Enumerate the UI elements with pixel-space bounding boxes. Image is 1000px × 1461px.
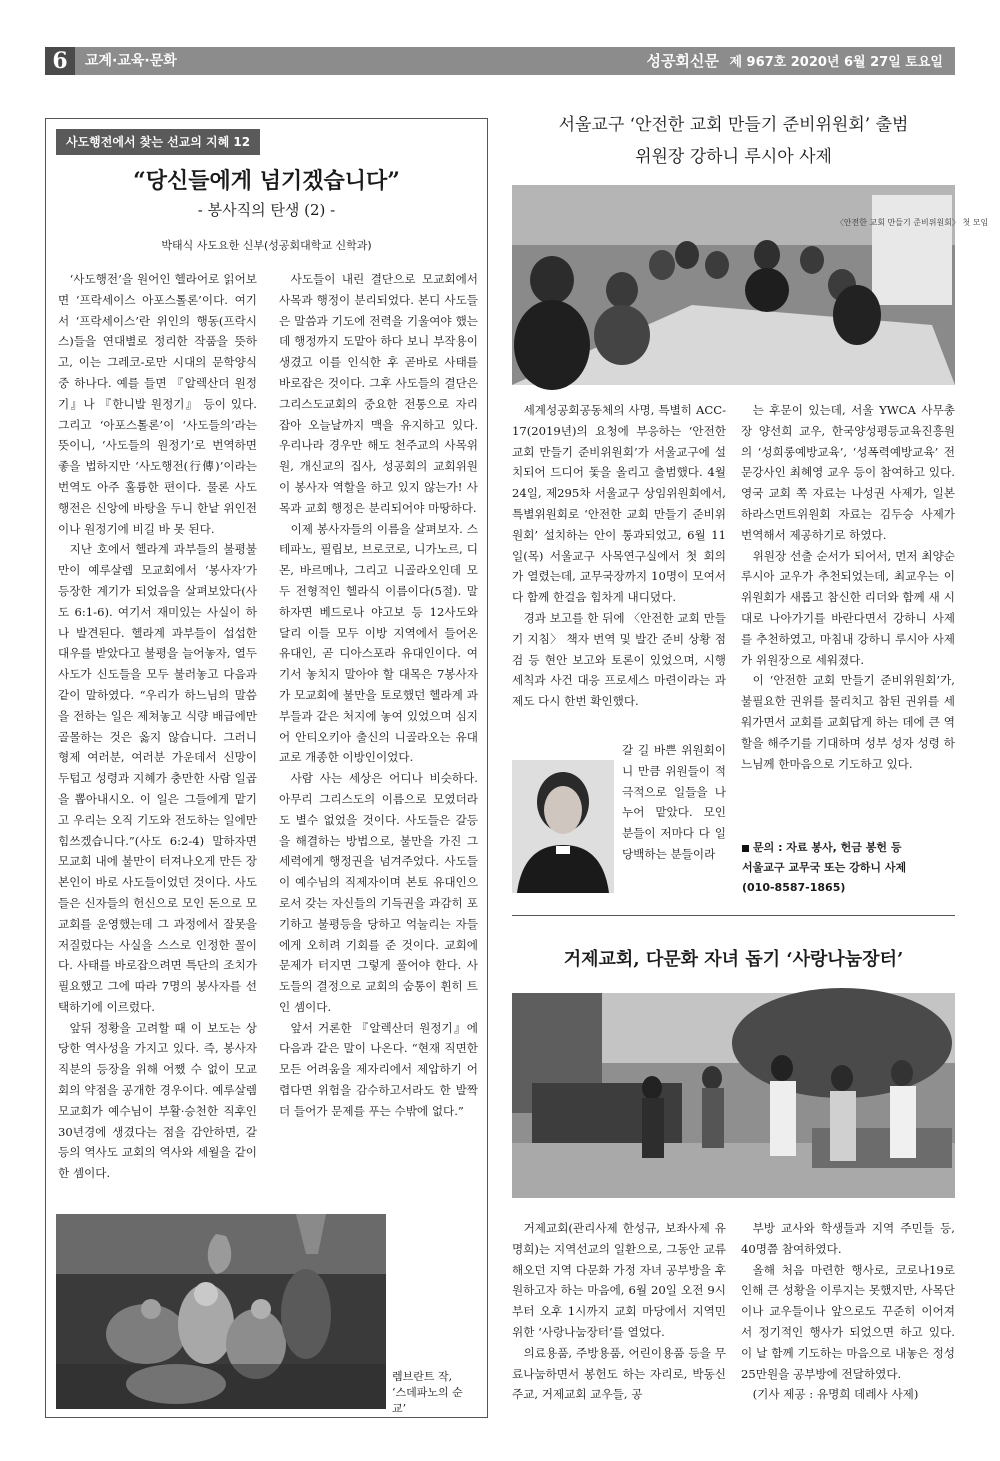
photo-sign: 〈안전한 교회 만들기 준비위원회〉 첫 모임 (835, 218, 989, 227)
paragraph: 경과 보고를 한 뒤에 〈안전한 교회 만들기 지침〉 책자 번역 및 발간 준비 상황 점검 등 현안 보고와 토론이 있었으며, 시행세칙과 사건 대응 프로세스 마련이라는 과제도 다시 한번 확인했다. (512, 610, 726, 709)
paragraph: 거제교회(관리사제 한성규, 보좌사제 유명희)는 지역선교의 일환으로, 그동안 교류해오던 지역 다문화 가정 자녀 공부방을 후원하고자 하는 마음에, 6월 20일 오전 9시부터 오후 1시까지 교회 마당에서 지역민 위한 ‘사랑나눔장터’를 열었다. (512, 1221, 726, 1339)
committee-meeting-photo (512, 185, 989, 385)
caption-line: ‘스데파노의 순교’ (392, 1386, 463, 1415)
body-column-2 (279, 269, 478, 1209)
contact-info (742, 838, 955, 898)
paragraph: 사도들이 내린 결단으로 모교회에서 사목과 행정이 분리되었다. 본디 사도들은 말씀과 기도에 전력을 기울여야 했는데 행정까지 도맡아 하다 보니 부작용이 생겼고 이를 인식한 후 곧바로 사태를 바로잡은 것이다. 그후 사도들의 결단은 그리스도교회의 중요한 전통으로 자리잡아 오늘날까지 맥을 유지하고 있다. 우리나라 경우만 해도 천주교의 사목위원, 개신교의 집사, 성공회의 교회위원이 봉사자 역할을 하고 있지 않는가! 사목과 교회 행정은 분리되어야 마땅하다. (279, 272, 478, 515)
contact-line: 서울교구 교무국 또는 강하니 사제 (742, 861, 907, 874)
article-byline: 박태식 사도요한 신부(성공회대학교 신학과) (161, 239, 372, 252)
series-tag: 사도행전에서 찾는 선교의 지혜 12 (56, 129, 260, 155)
paragraph: 위원장 선출 순서가 되어서, 먼저 최양순 루시아 교우가 추천되었는데, 최교우는 이 위원회가 새롭고 참신한 리더와 함께 새 시대로 나아가기를 바란다면서 강하니 사제를 추천하였고, 마침내 강하니 루시아 사제가 위원장으로 세워졌다. (741, 548, 955, 667)
paragraph: 는 후문이 있는데, 서울 YWCA 사무총장 양선희 교우, 한국양성평등교육진흥원의 ‘성희롱예방교육’, ‘성폭력예방교육’ 전문강사인 최혜영 교우 등이 참여하고 있다. 영국 교회 쪽 자료는 나성권 사제가, 일본 하라스먼트위원회 자료는 김두승 사제가 번역해서 제공하기로 하였다. (741, 403, 955, 542)
paragraph: 올해 처음 마련한 행사로, 코로나19로 인해 큰 성황을 이루지는 못했지만, 사목단이나 교우들이나 앞으로도 꾸준히 이어져서 정기적인 행사가 되었으면 하고 있다. 이 날 함께 기도하는 마음으로 내놓은 정성 25만원을 공부방에 전달하였다. (741, 1262, 955, 1381)
credit-line: (기사 제공 : 유명희 데레사 사제) (752, 1387, 919, 1402)
meeting-photo-illustration (512, 185, 989, 385)
painting-image (56, 1214, 476, 1415)
painting-caption (386, 1214, 476, 1415)
article-subtitle: - 봉사직의 탄생 (2) - (197, 201, 336, 219)
contact-phone: (010-8587-1865) (742, 881, 846, 894)
paragraph: 앞뒤 정황을 고려할 때 이 보도는 상당한 역사성을 가지고 있다. 즉, 봉사자 직분의 등장을 위해 어쨌 수 없이 모교회의 약점을 공개한 경우이다. 예루살렘 모교회가 예수님이 부활·승천한 직후인 30년경에 생겼다는 점을 감안하면, 갈등의 역사도 교회의 역사와 세월을 같이 한 셈이다. (58, 1020, 257, 1181)
portrait-wrap (512, 740, 726, 895)
body-column-1 (58, 269, 257, 1209)
right-bottom-body (512, 1218, 955, 1423)
right-top-title-line1: 서울교구 ‘안전한 교회 만들기 준비위원회’ 출범 (558, 115, 909, 135)
bullet-square-icon (742, 845, 749, 852)
right-top-title-line2: 위원장 강하니 루시아 사제 (635, 147, 832, 167)
paragraph: 세계성공회공동체의 사명, 특별히 ACC-17(2019년)의 요청에 부응하는 ‘안전한 교회 만들기 준비위원회’가 서울교구에 설치되어 드디어 돛을 올리고 출범했다. 4월 24일, 제295차 서울교구 상임위원회에서, 특별위원회로 ‘안전한 교회 만들기 준비위원회’ 설치하는 안이 통과되었고, 6월 11일(목) 서울교구 사목연구실에서 첫 회의가 열렸는데, 교무국장까지 10명이 모여서 다 함께 한걸음 힘차게 내디뎠다. (512, 403, 726, 605)
issue-date: 제 967호 2020년 6월 27일 토요일 (729, 55, 943, 70)
right-bottom-column-1 (512, 1218, 726, 1423)
right-top-column-2 (741, 400, 955, 830)
paper-info (646, 47, 943, 77)
wrap-paragraph: 갈 길 바쁜 위원회이니 만큼 위원들이 적극적으로 일들을 나누어 맡았다. 모인 분들이 저마다 다 일당백하는 분들이라 (622, 743, 726, 861)
paragraph: 앞서 거론한 『알렉산더 원정기』에 다음과 같은 말이 나온다. “현재 직면한 모든 어려움을 제자리에서 제압하기 어렵다면 위험을 감수하고서라도 한 발짝 더 들어가 문제를 푸는 수밖에 없다.” (279, 1020, 478, 1118)
paragraph: 사람 사는 세상은 어디나 비슷하다. 아무리 그리스도의 이름으로 모였더라도 별수 없었을 것이다. 사도들은 갈등을 해결하는 방법으로, 불만을 가진 그 세력에게 행정권을 넘겨주었다. 사도들이 예수님의 직제자이며 본토 유대인으로서 갖는 자신들의 기득권을 과감히 포기하고 불평등을 당하고 억눌리는 자들에게 오히려 기회를 준 것이다. 교회에 문제가 터지면 그렇게 풀어야 한다. 사도들의 결정으로 교회의 숨통이 휜히 트인 셈이다. (279, 771, 478, 1014)
article-title: “당신들에게 넘기겠습니다” (133, 168, 400, 194)
contact-line: 문의 : 자료 봉사, 헌금 봉헌 등 (742, 838, 955, 858)
paragraph: 의료용품, 주방용품, 어린이용품 등을 무료나눔하면서 봉헌도 하는 자리로, 박동신 주교, 거제교회 교우들, 공 (512, 1345, 726, 1402)
paragraph: ‘사도행전’을 원어인 헬라어로 읽어보면 ‘프락세이스 아포스톨론’이다. 여기서 ‘프락세이스’란 위인의 행동(프락시스)들을 연대별로 정리한 작품을 뜻하고, 이는 그레코-로만 시대의 문학양식 중 하나다. 예를 들면 『알렉산더 원정기』나 『한니발 원정기』 등이 있다. 그리고 ‘아포스톨론’이 ‘사도들의’라는 뜻이니, ‘사도들의 원정기’로 번역하면 좋을 법하지만 ‘사도행전(行傳)’이라는 번역도 아주 훌륭한 편이다. 물론 사도행전은 신앙에 바탕을 두니 한낱 위인전이나 원정기에 비길 바 못 된다. (58, 272, 257, 536)
paragraph: 이 ‘안전한 교회 만들기 준비위원회’가, 불필요한 권위를 물리치고 참된 권위를 세워가면서 교회를 교회답게 하는 데에 큰 역할을 해주기를 기대하며 성부 성자 성령 하느님께 한마음으로 기도하고 있다. (741, 673, 955, 771)
page-number: 6 (45, 47, 75, 75)
article-body (58, 269, 478, 1209)
right-bottom-title: 거제교회, 다문화 자녀 돕기 ‘사랑나눔장터’ (563, 949, 904, 970)
market-photo-illustration (512, 993, 955, 1198)
caption-line: 렘브란트 작, (392, 1370, 453, 1383)
article-divider (512, 915, 955, 916)
market-photo (512, 993, 955, 1198)
paragraph: 이제 봉사자들의 이름을 살펴보자. 스테파노, 필립보, 브로코로, 니가노르, 디몬, 바르메나, 그리고 니골라오인데 모두 전형적인 헬라식 이름이다(5절). 말하자면 베드로나 야고보 등 12사도와 달리 이들 모두 이방 지역에서 들어온 유대인, 곧 디아스포라 유대인이다. 여기서 놓치지 말아야 할 대목은 7봉사자가 모교회에 불만을 토로했던 헬라계 과부들과 같은 처지에 놓여 있었으며 심지어 안티오키아 출신의 니골라오는 유대교로 개종한 이방인이었다. (279, 521, 478, 765)
left-article (45, 118, 488, 1418)
paragraph: 지난 호에서 헬라계 과부들의 불평불만이 예루살렘 모교회에서 ‘봉사자’가 등장한 계기가 되었음을 살펴보았다(사도 6:1-6). 여기서 재미있는 사실이 하나 발견된다. 헬라계 과부들이 섭섭한 대우를 받았다고 불평을 늘어놓자, 열두 사도가 신도들을 모두 불러놓고 다음과 같이 말하였다. “우리가 하느님의 말씀을 전하는 일은 제쳐놓고 식량 배급에만 골몰하는 것은 옳지 않습니다. 그러니 형제 여러분, 여러분 가운데서 신망이 두텁고 성령과 지혜가 충만한 사람 일곱을 뽑아내시오. 이 일은 그들에게 맡기고 우리는 오직 기도와 전도하는 일에만 힘쓰겠습니다.”(사도 6:2-4) 말하자면 모교회 내에 불만이 터져나오게 만든 장본인이 바로 사도들이었던 것이다. 사도들은 신자들의 헌신으로 모인 돈으로 모교회를 운영했는데 그 과정에서 잘못을 저질렀다는 사실을 스스로 인정한 꼴이다. 사태를 바로잡으려면 특단의 조치가 필요했고 그에 따라 7명의 봉사자를 선택하기에 이르렀다. (58, 542, 257, 1014)
page-header (45, 47, 955, 75)
right-bottom-column-2 (741, 1218, 955, 1423)
portrait-illustration (512, 760, 614, 893)
paragraph: 부방 교사와 학생들과 지역 주민들 등, 40명쯤 참여하였다. (741, 1221, 955, 1256)
stoning-of-stephen-painting (56, 1214, 386, 1409)
paper-name: 성공회신문 (646, 52, 719, 70)
section-label: 교계·교육·문화 (85, 53, 177, 69)
chairperson-portrait (512, 760, 614, 893)
